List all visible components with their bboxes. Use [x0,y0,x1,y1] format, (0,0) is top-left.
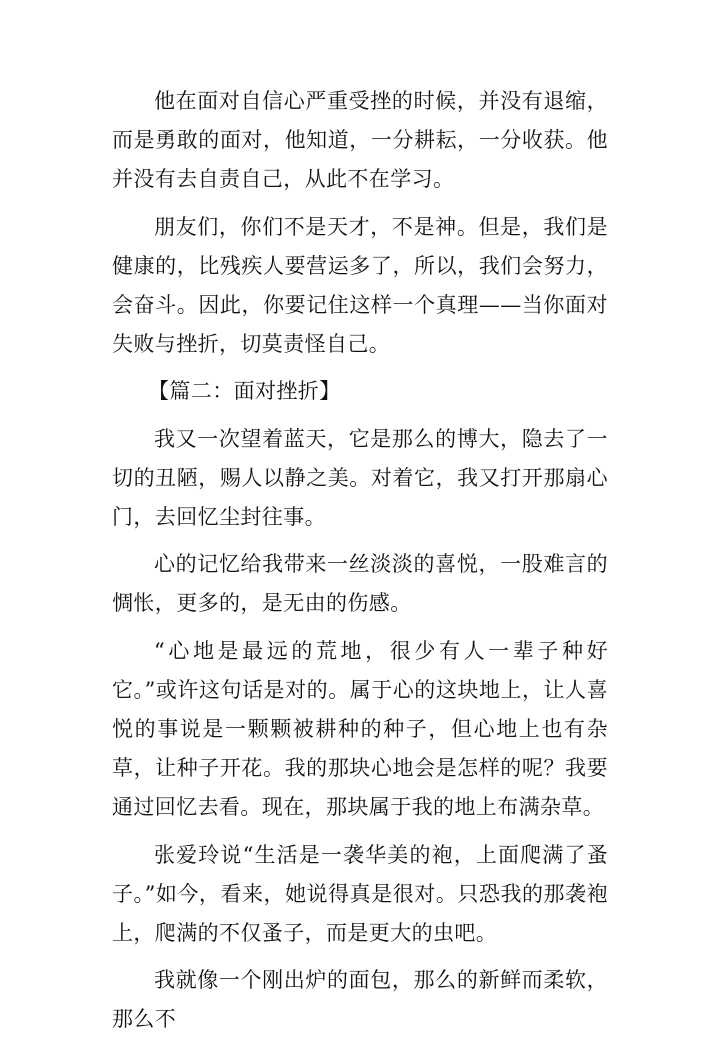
paragraph: 我就像一个刚出炉的面包，那么的新鲜而柔软，那么不 [112,968,608,1032]
paragraph: 张爱玲说“生活是一袭华美的袍，上面爬满了蚤子。”如今，看来，她说得真是很对。只恐我的那袭袍上，爬满的不仅蚤子，而是更大的虫吧。 [112,842,608,946]
paragraph: 朋友们，你们不是天才，不是神。但是，我们是健康的，比残疾人要营运多了，所以，我们会努力，会奋斗。因此，你要记住这样一个真理——当你面对失败与挫折，切莫责怪自己。 [112,214,608,357]
paragraph: 心的记忆给我带来一丝淡淡的喜悦，一股难言的惆怅，更多的，是无由的伤感。 [112,552,608,616]
section-heading: 【篇二：面对挫折】 [148,379,341,404]
paragraph: 我又一次望着蓝天，它是那么的博大，隐去了一切的丑陋，赐人以静之美。对着它，我又打开那扇心门，去回忆尘封往事。 [112,426,608,530]
paragraph: “心地是最远的荒地，很少有人一辈子种好它。”或许这句话是对的。属于心的这块地上，让人喜悦的事说是一颗颗被耕种的种子，但心地上也有杂草，让种子开花。我的那块心地会是怎样的呢？我要通过回忆去看。现在，那块属于我的地上布满杂草。 [112,638,608,820]
document-body [112,82,608,1040]
paragraph: 他在面对自信心严重受挫的时候，并没有退缩，而是勇敢的面对，他知道，一分耕耘，一分收获。他并没有去自责自己，从此不在学习。 [112,89,608,192]
